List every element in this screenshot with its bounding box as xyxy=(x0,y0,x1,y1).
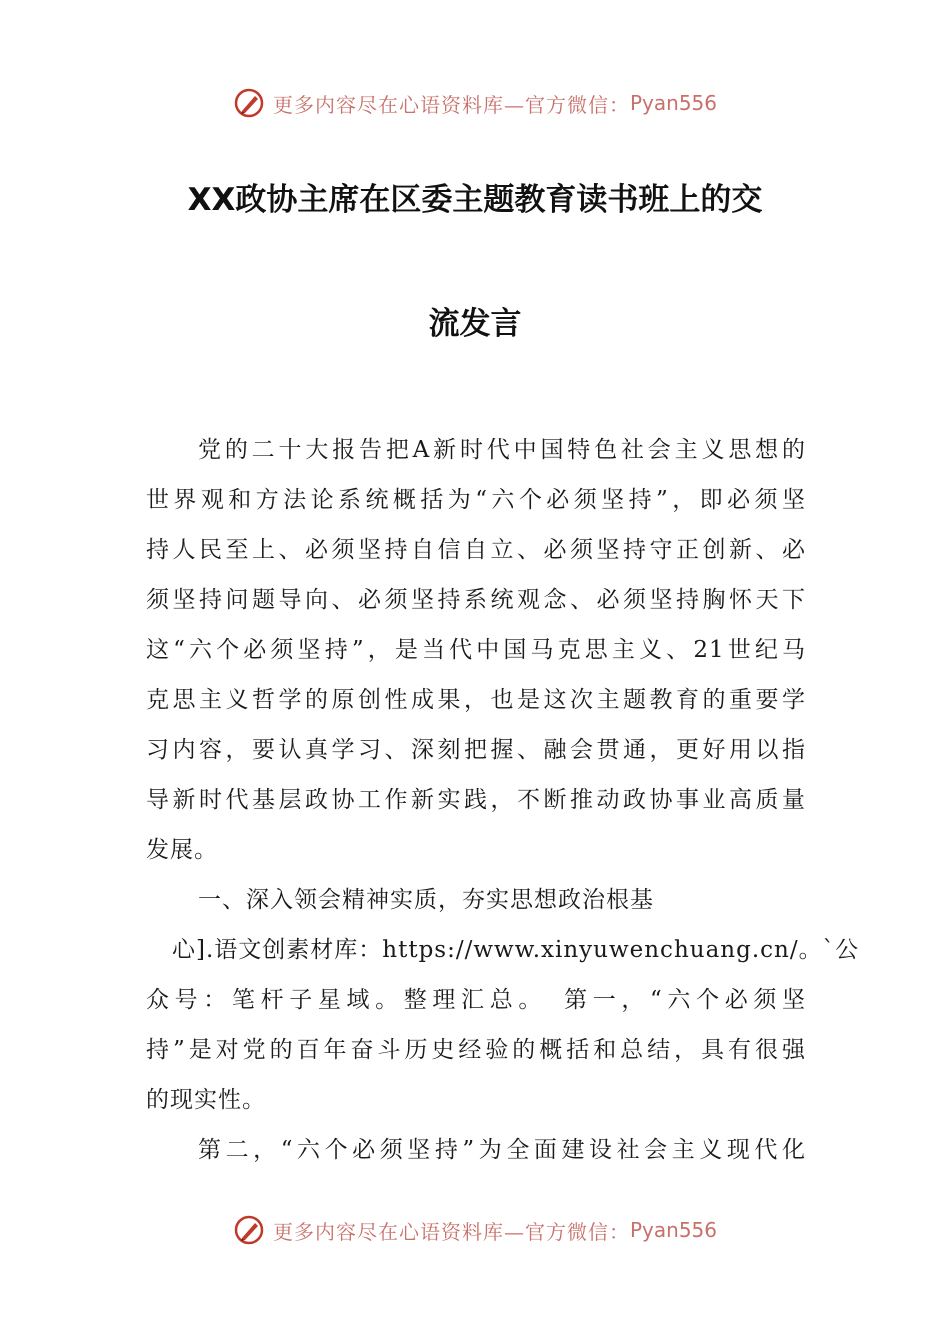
paragraph-line: 这“六个必须坚持”，是当代中国马克思主义、21世纪马 xyxy=(146,637,806,663)
section-heading: 一、深入领会精神实质，夯实思想政治根基 xyxy=(198,887,654,913)
paragraph-line: 世界观和方法论系统概括为“六个必须坚持”，即必须坚 xyxy=(146,487,806,513)
paragraph-line: 导新时代基层政协工作新实践，不断推动政协事业高质量 xyxy=(146,787,806,813)
paragraph-line: 的现实性。 xyxy=(146,1087,266,1113)
paragraph-line: 党的二十大报告把A新时代中国特色社会主义思想的 xyxy=(198,437,806,463)
pen-circle-icon xyxy=(233,1214,265,1246)
watermark-banner-bottom xyxy=(0,1210,950,1250)
watermark-text: 更多内容尽在心语资料库—官方微信： xyxy=(272,1219,630,1244)
watermark-id: Pyan556 xyxy=(629,91,717,115)
document-title-line-2: 流发言 xyxy=(428,306,522,342)
watermark-banner-top xyxy=(0,83,950,123)
paragraph-line: 心].语文创素材库：https://www.xinyuwenchuang.cn/。`公 xyxy=(172,937,860,963)
paragraph-line: 第二，“六个必须坚持”为全面建设社会主义现代化 xyxy=(198,1137,806,1163)
paragraph-line: 众号：笔杆子星域。整理汇总。 第一，“六个必须坚 xyxy=(146,987,806,1013)
watermark-text: 更多内容尽在心语资料库—官方微信： xyxy=(272,92,630,117)
paragraph-line: 须坚持问题导向、必须坚持系统观念、必须坚持胸怀天下 xyxy=(146,587,806,613)
paragraph-line: 习内容，要认真学习、深刻把握、融会贯通，更好用以指 xyxy=(146,737,806,763)
document-body xyxy=(146,425,860,1175)
pen-circle-icon xyxy=(233,87,265,119)
paragraph-line: 发展。 xyxy=(146,837,218,863)
paragraph-line: 持”是对党的百年奋斗历史经验的概括和总结，具有很强 xyxy=(146,1037,806,1063)
paragraph-line: 克思主义哲学的原创性成果，也是这次主题教育的重要学 xyxy=(146,687,806,713)
document-title-line-1: XX政协主席在区委主题教育读书班上的交 xyxy=(187,182,763,218)
watermark-id: Pyan556 xyxy=(629,1218,717,1242)
paragraph-line: 持人民至上、必须坚持自信自立、必须坚持守正创新、必 xyxy=(146,537,806,563)
